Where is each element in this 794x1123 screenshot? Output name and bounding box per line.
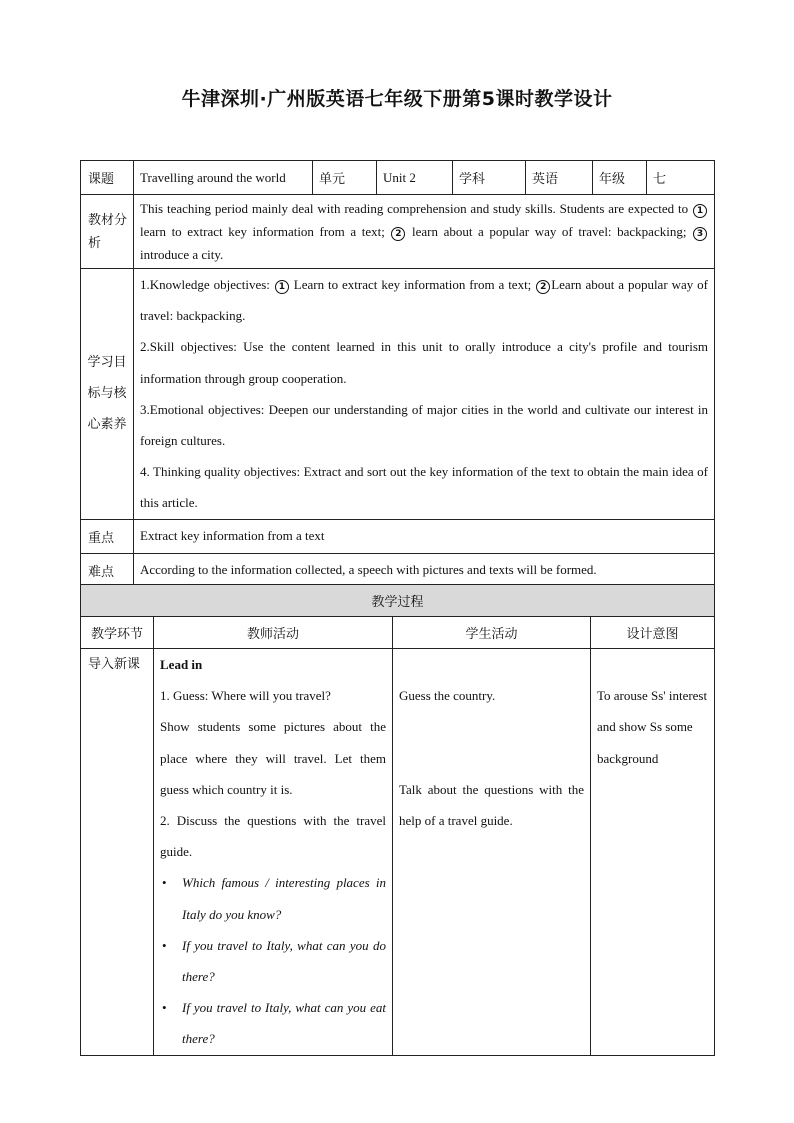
circled-number-3: 3 <box>693 227 707 241</box>
topic-label: 课题 <box>81 161 134 195</box>
objective-4: 4. Thinking quality objectives: Extract and sort out the key information of the text to obtain the main idea of this article. <box>140 464 708 511</box>
header-stage: 教学环节 <box>81 617 154 649</box>
step-1-desc: Show students some pictures about the place where they will travel. Let them guess which country it is. <box>160 719 386 797</box>
subject-label: 学科 <box>453 161 526 195</box>
design-intent-text: To arouse Ss' interest and show Ss some background <box>597 688 708 766</box>
page-title: 牛津深圳·广州版英语七年级下册第5课时教学设计 <box>181 88 613 110</box>
process-heading: 教学过程 <box>81 585 715 617</box>
objectives-row <box>81 269 715 520</box>
student-activity-1: Guess the country. <box>399 688 496 704</box>
step-2: 2. Discuss the questions with the travel guide. <box>160 813 386 860</box>
unit-label: 单元 <box>313 161 377 195</box>
info-table <box>80 160 715 588</box>
question-item: • If you travel to Italy, what can you do there? <box>182 930 386 992</box>
header-teacher: 教师活动 <box>154 617 393 649</box>
question-list <box>160 867 386 1054</box>
design-intent-cell <box>591 649 715 1056</box>
difficulty-row <box>81 553 715 587</box>
topic-value: Travelling around the world <box>134 161 313 195</box>
process-header-row <box>81 617 715 649</box>
analysis-row <box>81 195 715 269</box>
grade-label: 年级 <box>593 161 647 195</box>
header-intent: 设计意图 <box>591 617 715 649</box>
lead-in-row <box>81 649 715 1056</box>
circled-number-2: 2 <box>391 227 405 241</box>
analysis-label: 教材分析 <box>81 195 134 269</box>
student-activity-cell <box>393 649 591 1056</box>
circled-number-1: 1 <box>693 204 707 218</box>
stage-cell: 导入新课 <box>81 649 154 1056</box>
student-activity-2: Talk about the questions with the help of a travel guide. <box>399 781 584 828</box>
unit-value: Unit 2 <box>377 161 453 195</box>
objective-1: 1.Knowledge objectives: 1 Learn to extract key information from a text; 2 Learn about a popular way of travel: backpacking. <box>140 277 708 324</box>
difficulty-text: According to the information collected, a speech with pictures and texts will be formed. <box>134 553 715 587</box>
objectives-label: 学习目标与核心素养 <box>81 269 134 520</box>
lead-in-heading: Lead in <box>160 657 203 672</box>
question-item: • Which famous / interesting places in Italy do you know? <box>182 867 386 929</box>
key-point-label: 重点 <box>81 519 134 553</box>
difficulty-label: 难点 <box>81 553 134 587</box>
key-point-row <box>81 519 715 553</box>
header-student: 学生活动 <box>393 617 591 649</box>
objective-2: 2.Skill objectives: Use the content learned in this unit to orally introduce a city's profile and tourism information through group cooperation. <box>140 339 708 386</box>
topic-row <box>81 161 715 195</box>
subject-value: 英语 <box>526 161 593 195</box>
grade-value: 七 <box>647 161 715 195</box>
objective-3: 3.Emotional objectives: Deepen our understanding of major cities in the world and cultivate our interest in foreign cultures. <box>140 401 708 449</box>
key-point-text: Extract key information from a text <box>134 519 715 553</box>
question-item: • If you travel to Italy, what can you eat there? <box>182 992 386 1054</box>
objectives-text <box>134 269 715 520</box>
analysis-text: This teaching period mainly deal with reading comprehension and study skills. Students are expected to 1learn to extract key information from a text; 2 learn about a popular way of travel: backpacking; 3introduce a city. <box>134 195 715 269</box>
step-1: 1. Guess: Where will you travel? <box>160 688 331 704</box>
teacher-activity-cell <box>154 649 393 1056</box>
process-table <box>80 584 715 1056</box>
